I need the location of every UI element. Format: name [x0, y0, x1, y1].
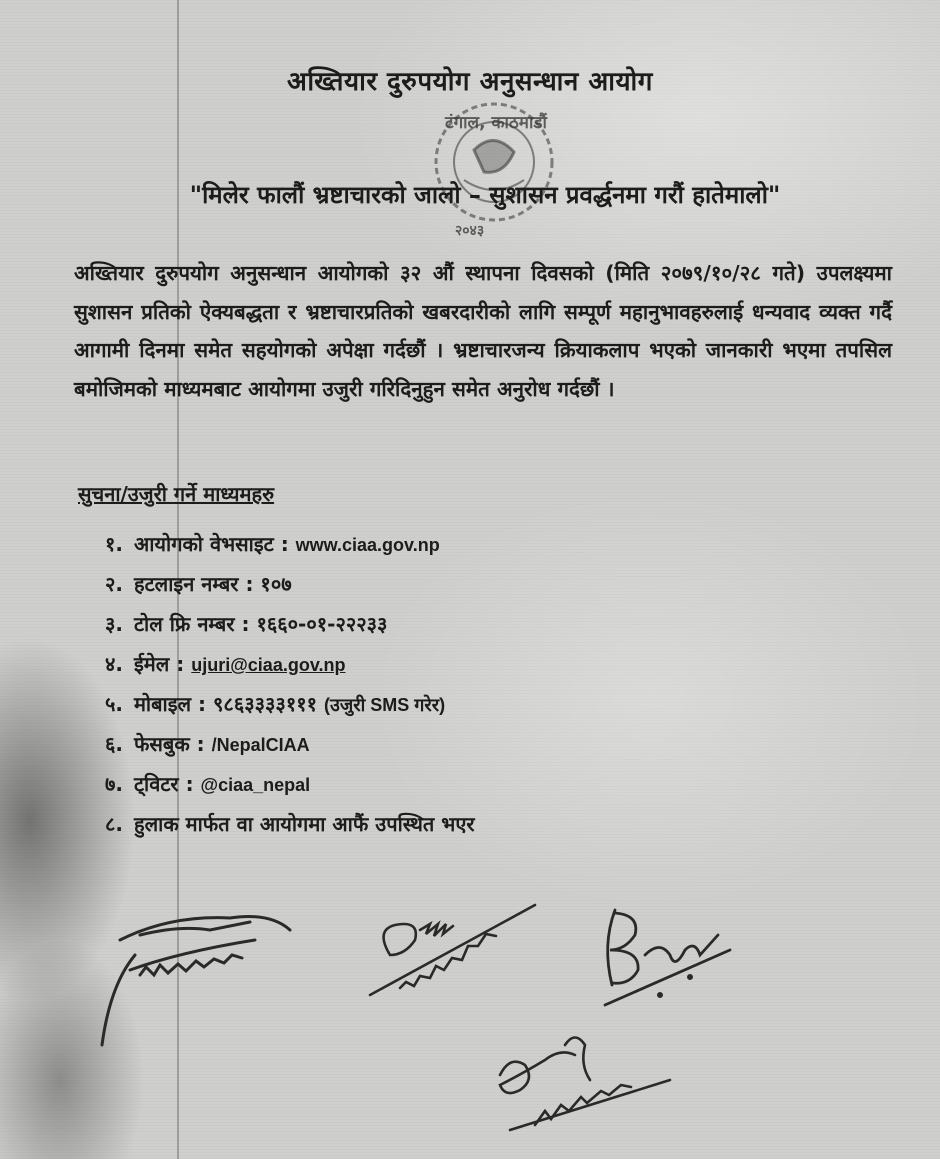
- list-item-website: [105, 524, 475, 564]
- list-item-facebook: [105, 724, 475, 764]
- list-item-post: [105, 804, 475, 844]
- signature-middle: [360, 870, 550, 1010]
- item-label: ईमेल :: [133, 652, 185, 676]
- item-number: ५.: [105, 692, 123, 716]
- item-number: ७.: [105, 772, 123, 796]
- item-label: हुलाक मार्फत वा आयोगमा आफैं उपस्थित भएर: [133, 812, 475, 836]
- item-number: ४.: [105, 652, 123, 676]
- item-label: मोबाइल :: [133, 692, 207, 716]
- item-label: ट्विटर :: [133, 772, 194, 796]
- item-number: ३.: [105, 612, 123, 636]
- toll-free-number: १६६०-०१-२२२३३: [256, 612, 388, 636]
- item-number: ६.: [105, 732, 123, 756]
- hotline-number: १०७: [260, 572, 292, 596]
- mobile-number: ९८६३३३३१११: [213, 692, 318, 716]
- signature-bottom: [480, 1020, 690, 1145]
- organization-title: अख्तियार दुरुपयोग अनुसन्धान आयोग: [287, 67, 653, 97]
- list-item-twitter: [105, 764, 475, 804]
- website-link[interactable]: www.ciaa.gov.np: [295, 535, 440, 555]
- item-label: टोल फ्रि नम्बर :: [133, 612, 250, 636]
- signature-right: [590, 895, 740, 1015]
- item-label: फेसबुक :: [133, 732, 205, 756]
- list-item-toll-free: [105, 604, 475, 644]
- sms-note: (उजुरी SMS गरेर): [324, 695, 446, 715]
- list-item-mobile: [105, 684, 475, 724]
- seal-text: टंगाल, काठमाडौं: [445, 113, 547, 133]
- list-item-email: [105, 644, 475, 684]
- item-number: २.: [105, 572, 123, 596]
- complaint-channels-heading: सुचना/उजुरी गर्ने माध्यमहरु: [78, 482, 275, 506]
- seal-year: २०४३: [455, 223, 485, 239]
- item-number: १.: [105, 532, 123, 556]
- facebook-handle[interactable]: /NepalCIAA: [211, 735, 310, 755]
- item-number: ८.: [105, 812, 123, 836]
- list-item-hotline: [105, 564, 475, 604]
- signature-left: [80, 900, 310, 1050]
- notice-paragraph: अख्तियार दुरुपयोग अनुसन्धान आयोगको ३२ औं स्थापना दिवसको (मिति २०७९/१०/२८ गते) उपलक्ष्यमा सुशासन प्रतिको ऐक्यबद्धता र भ्रष्टाचारप्रतिको खबरदारीको लागि सम्पूर्ण महानुभावहरुलाई धन्यवाद व्यक्त गर्दै आगामी दिनमा समेत सहयोगको अपेक्षा गर्दछौं । भ्रष्टाचारजन्य क्रियाकलाप भएको जानकारी भएमा तपसिल बमोजिमको माध्यमबाट आयोगमा उजुरी गरिदिनुहुन समेत अनुरोध गर्दछौं ।: [74, 261, 892, 401]
- complaint-channels-list: [105, 524, 475, 844]
- item-label: आयोगको वेभसाइट :: [133, 532, 289, 556]
- item-label: हटलाइन नम्बर :: [133, 572, 254, 596]
- twitter-handle[interactable]: @ciaa_nepal: [200, 775, 311, 795]
- slogan: "मिलेर फालौं भ्रष्टाचारको जालो – सुशासन प्रवर्द्धनमा गरौं हातेमालो": [189, 181, 781, 209]
- email-link[interactable]: ujuri@ciaa.gov.np: [191, 655, 346, 675]
